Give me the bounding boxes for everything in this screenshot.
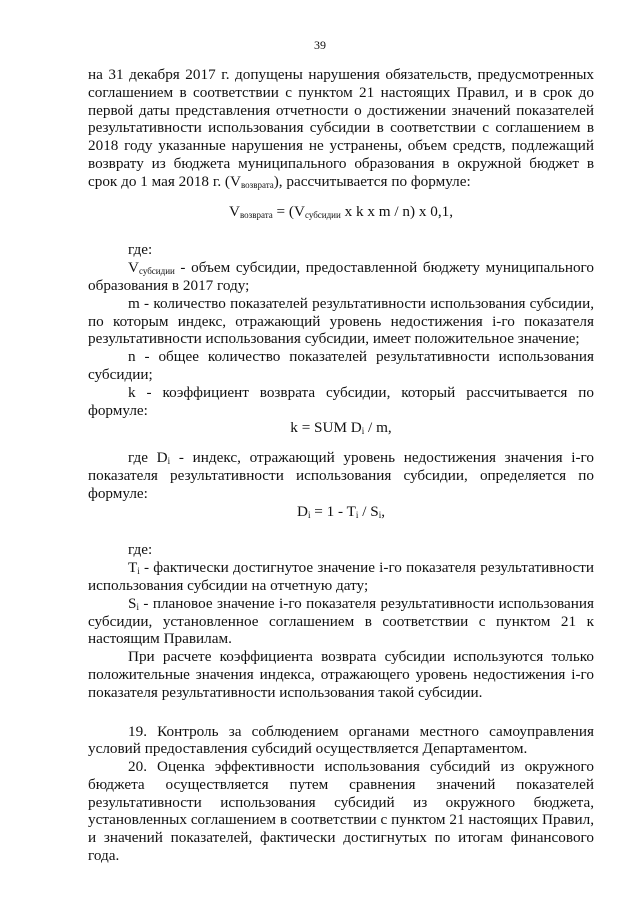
formula-return-volume xyxy=(88,203,594,221)
formula1-rest: x k x m / n) x 0,1, xyxy=(340,202,454,220)
intro-text-end: ), рассчитывается по формуле: xyxy=(273,172,471,190)
paragraph-calculation-note: При расчете коэффициента возврата субсидии используются только положительные значения индекса, отражающего уровень недостижения i-го показателя результативности использования такой субсидии. xyxy=(88,648,594,701)
def-v-text: - объем субсидии, предоставленной бюджету муниципального образования в 2017 году; xyxy=(88,259,594,294)
formula3-c: / S xyxy=(358,502,379,520)
formula1-v-sub: возврата xyxy=(239,209,273,220)
def-s-sub: i xyxy=(136,601,139,612)
formula1-v: V xyxy=(228,202,240,220)
formula2-a: k = SUM D xyxy=(290,419,362,437)
paragraph-intro xyxy=(88,66,594,191)
formula-k xyxy=(88,419,594,437)
intro-subscript: возврата xyxy=(240,179,274,190)
formula-d xyxy=(88,503,594,521)
page-number: 39 xyxy=(314,38,326,52)
definition-n: n - общее количество показателей результативности использования субсидии; xyxy=(88,348,594,383)
intro-text: на 31 декабря 2017 г. допущены нарушения обязательств, предусмотренных соглашением в соответствии с пунктом 21 настоящих Правил, и в срок до первой даты представления отчетности о достижении значений показателей результативности использования субсидии в соответствии с соглашением в 2018 году указанные нарушения не устранены, объем средств, подлежащий возврату из бюджета муниципального образования в окружной бюджет в срок до 1 мая 2018 г. (V xyxy=(88,66,594,190)
document-body xyxy=(88,66,594,865)
def-s-a: S xyxy=(128,594,137,612)
def-v-sub: субсидии xyxy=(138,266,175,277)
formula3-a: D xyxy=(297,502,308,520)
def-d-a: где D xyxy=(128,449,168,467)
formula1-vs-sub: субсидии xyxy=(304,209,341,220)
formula3-a-sub: i xyxy=(307,509,311,520)
definition-k: k - коэффициент возврата субсидии, который рассчитывается по формуле: xyxy=(88,383,594,419)
paragraph-20: 20. Оценка эффективности использования субсидий из окружного бюджета осуществляется путем сравнения значений показателей результативности использования субсидий из окружного бюджета, установленных соглашением в соответствии с пунктом 21 настоящих Правил, и значений показателей, фактически достигнутых по итогам финансового года. xyxy=(88,758,594,865)
formula3-b: = 1 - T xyxy=(310,502,356,520)
formula3-b-sub: i xyxy=(355,509,359,520)
formula1-eq: = (V xyxy=(272,202,305,220)
paragraph-19: 19. Контроль за соблюдением органами местного самоуправления условий предоставления субсидий осуществляется Департаментом. xyxy=(88,722,594,758)
def-t-a: T xyxy=(128,559,138,577)
def-d-sub: i xyxy=(167,456,171,467)
where-label-1: где: xyxy=(128,241,153,259)
definition-t xyxy=(88,559,594,595)
formula3-d: , xyxy=(381,502,385,520)
definition-s xyxy=(88,595,594,648)
def-t-sub: i xyxy=(137,566,140,577)
def-t-b: - фактически достигнутое значение i-го показателя результативности использования субсидии на отчетную дату; xyxy=(88,559,594,594)
formula2-b: / m, xyxy=(364,419,392,437)
def-d-b: - индекс, отражающий уровень недостижения значения i-го показателя результативности использования субсидии, определяется по формуле: xyxy=(88,449,594,502)
def-v-symbol: V xyxy=(128,259,139,277)
definition-v-subsidy xyxy=(88,259,594,295)
where-label-2: где: xyxy=(128,541,153,559)
definition-d xyxy=(88,449,594,502)
formula3-c-sub: i xyxy=(378,509,382,520)
formula2-sub: i xyxy=(361,426,365,437)
definition-m: m - количество показателей результативности использования субсидии, по которым индекс, отражающий уровень недостижения i-го показателя результативности использования субсидии, имеет положительное значение; xyxy=(88,294,594,348)
def-s-b: - плановое значение i-го показателя результативности использования субсидии, установленное соглашением в соответствии с пунктом 21 к настоящим Правилам. xyxy=(88,594,594,648)
